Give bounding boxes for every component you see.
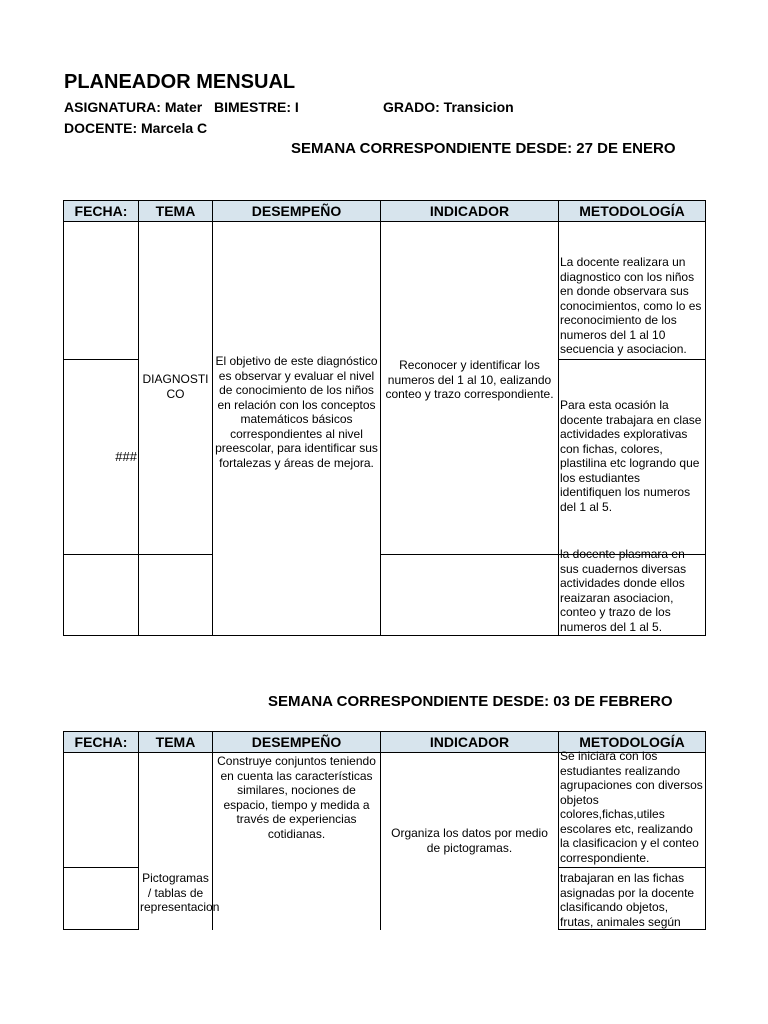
- week1-fecha-cell-2: [64, 360, 139, 555]
- week1-heading: SEMANA CORRESPONDIENTE DESDE: 27 DE ENERO: [291, 140, 676, 157]
- asignatura-label: ASIGNATURA: Mater: [64, 99, 203, 115]
- docente-label: DOCENTE: Marcela C: [64, 120, 208, 136]
- col-desempeno-header: DESEMPEÑO: [213, 201, 381, 222]
- week2-tema-cell: [139, 753, 220, 930]
- week1-fecha-cell-1: [64, 222, 139, 360]
- week2-indicador-text: Organiza los datos por medio de pictogramas.: [391, 826, 548, 855]
- week2-desempeno-cell: [213, 753, 381, 930]
- col-tema-header-2: TEMA: [139, 732, 213, 753]
- week2-metodologia-cell-1: [559, 749, 706, 868]
- week1-metodologia-cell-2: [559, 360, 706, 555]
- week1-metodologia-text-1: La docente realizara un diagnostico con los niños en donde observara sus conocimientos, como lo es reconocimiento de los numeros del 1 al 10 secuencia y asociacion.: [560, 255, 702, 356]
- week1-metodologia-cell-1: [559, 222, 706, 360]
- week2-fecha-cell-1: [64, 753, 139, 868]
- week1-metodologia-cell-3: [559, 547, 706, 636]
- week2-metodologia-text-1: Se iniciara con los estudiantes realizando agrupaciones con diversos objetos colores,fichas,utiles escolares etc, realizando la clasificacion y el conteo correspondiente.: [560, 749, 703, 865]
- week1-indicador-cell-3: [381, 555, 559, 636]
- col-metodologia-header-2: METODOLOGÍA: [559, 732, 706, 753]
- week2-fecha-cell-2: [64, 868, 139, 930]
- col-tema-header: TEMA: [139, 201, 213, 222]
- bimestre-label: BIMESTRE: I: [214, 99, 299, 115]
- col-indicador-header: INDICADOR: [381, 201, 559, 222]
- week2-metodologia-cell-2: [559, 868, 706, 930]
- week1-desempeno-cell: [213, 222, 381, 636]
- col-fecha-header: FECHA:: [64, 201, 139, 222]
- week1-indicador-cell: [381, 222, 559, 555]
- col-metodologia-header: METODOLOGÍA: [559, 201, 706, 222]
- grado-label: GRADO: Transicion: [383, 99, 514, 115]
- week1-desempeno-text: El objetivo de este diagnóstico es observar y evaluar el nivel de conocimiento de los niños en relación con los conceptos matemáticos básicos correspondientes al nivel preescolar, para identificar sus fortalezas y áreas de mejora.: [215, 354, 378, 470]
- week1-tema-cell-3: [139, 555, 213, 636]
- week2-tema-text: Pictogramas / tablas de representacion: [140, 871, 220, 914]
- week1-metodologia-text-3: la docente plasmara en sus cuadernos diversas actividades donde ellos reaizaran asociacion, conteo y trazo de los numeros del 1 al 5.: [560, 547, 687, 634]
- week2-indicador-cell: [381, 753, 559, 930]
- week2-table: [63, 731, 706, 930]
- week1-metodologia-text-2: Para esta ocasión la docente trabajara en clase actividades explorativas con fichas, colores, plastilina etc logrando que los estudiantes identifiquen los numeros del 1 al 5.: [560, 398, 702, 514]
- week2-desempeno-text: Construye conjuntos teniendo en cuenta las características similares, nociones de espacio, tiempo y medida a través de experiencias cotidianas.: [217, 754, 376, 841]
- week2-metodologia-text-2: trabajaran en las fichas asignadas por la docente clasificando objetos, frutas, animales según: [560, 871, 695, 929]
- week2-heading: SEMANA CORRESPONDIENTE DESDE: 03 DE FEBRERO: [268, 693, 673, 710]
- week1-indicador-text: Reconocer y identificar los numeros del 1 al 10, ealizando conteo y trazo correspondiente.: [385, 358, 554, 401]
- week1-table: [63, 200, 706, 636]
- week1-fecha-text: ###: [115, 449, 137, 464]
- week1-fecha-cell-3: [64, 555, 139, 636]
- week1-tema-cell: [139, 222, 213, 555]
- col-fecha-header-2: FECHA:: [64, 732, 139, 753]
- col-desempeno-header-2: DESEMPEÑO: [213, 732, 381, 753]
- week1-tema-text: DIAGNOSTICO: [142, 372, 209, 401]
- col-indicador-header-2: INDICADOR: [381, 732, 559, 753]
- page-title: PLANEADOR MENSUAL: [64, 71, 296, 93]
- week1-header-row: [64, 201, 706, 222]
